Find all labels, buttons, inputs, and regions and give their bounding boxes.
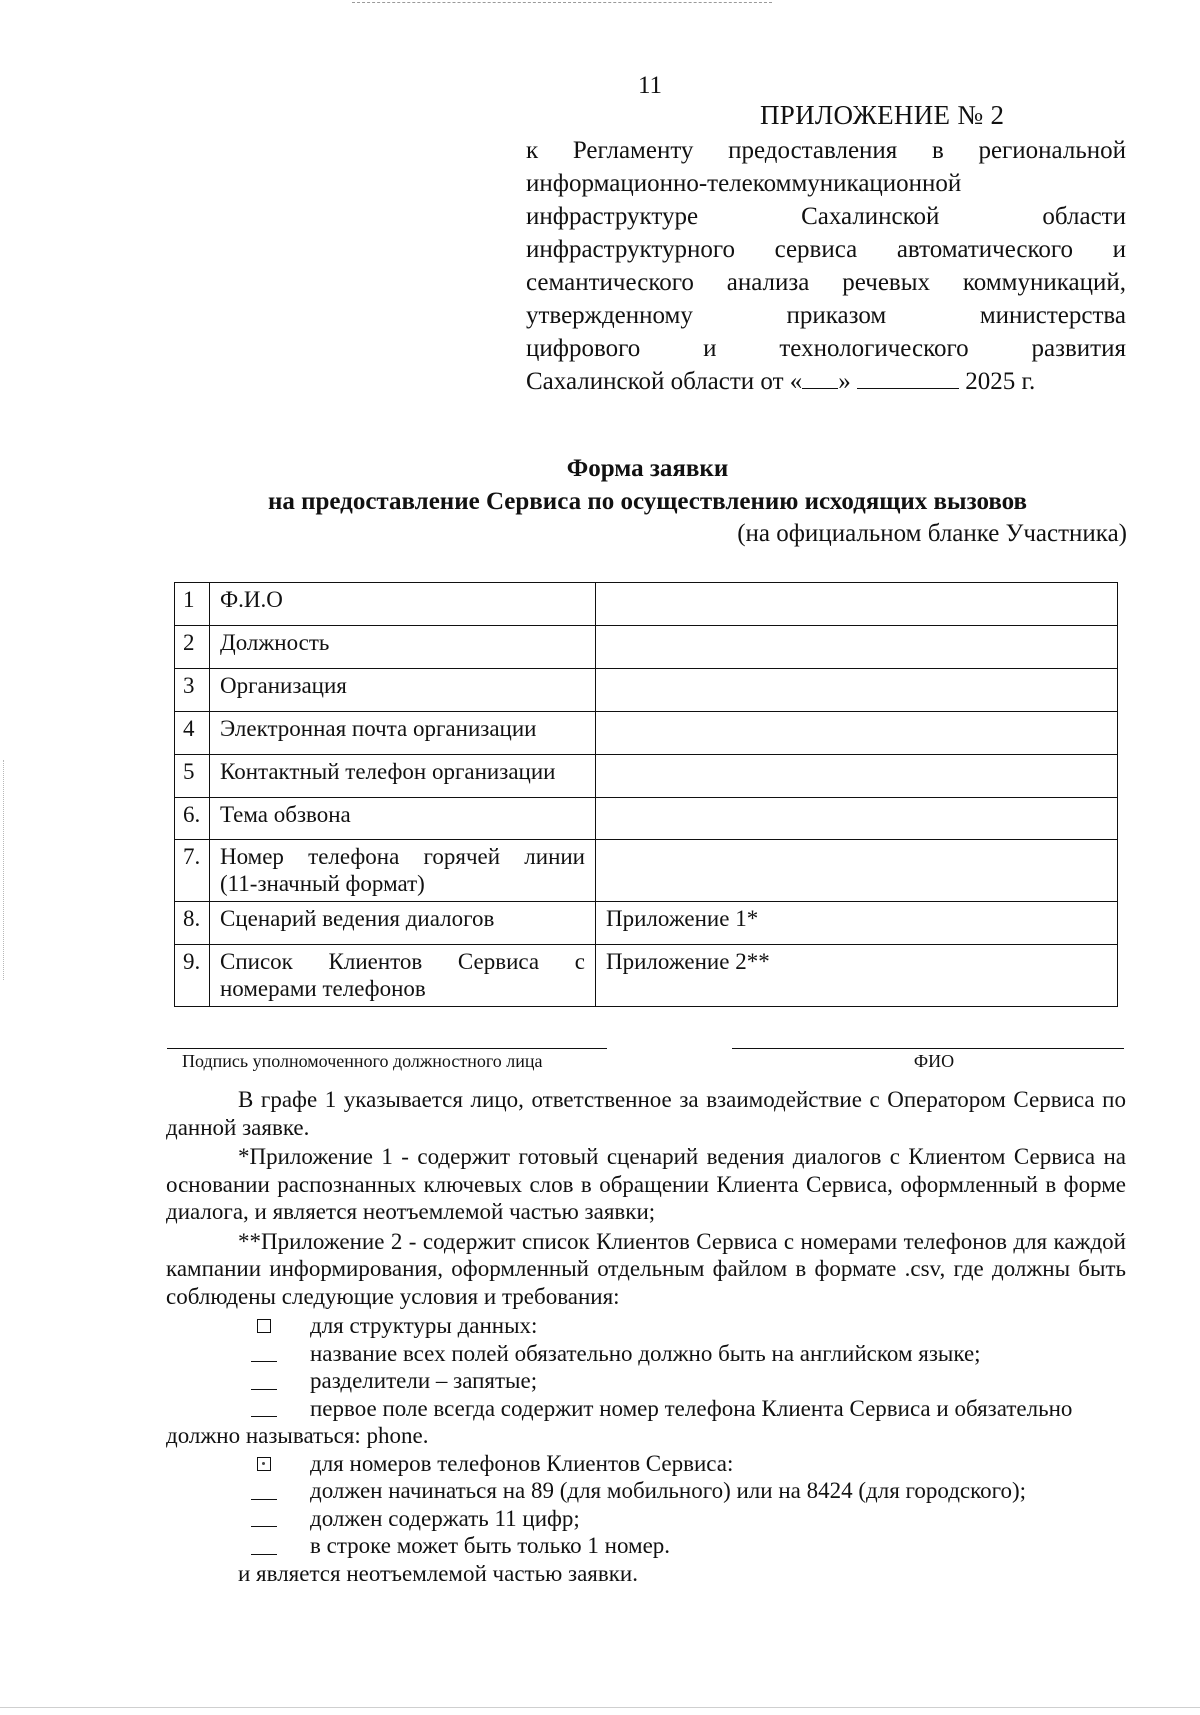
appendix-word: области <box>1042 203 1126 230</box>
table-row <box>175 626 1118 669</box>
row-number: 9. <box>175 945 210 1007</box>
name-line <box>732 1048 1124 1049</box>
appendix-line <box>526 332 1126 365</box>
appendix-word: Регламенту <box>572 137 694 164</box>
row-number: 2 <box>175 626 210 669</box>
form-title: Форма заявки <box>566 455 729 482</box>
list-heading-structure <box>166 1312 1126 1340</box>
checkbox-bullet-icon <box>238 1450 290 1478</box>
table-row <box>175 755 1118 798</box>
closing-line: и является неотъемлемой частью заявки. <box>238 1560 638 1586</box>
dash-bullet-icon <box>238 1395 290 1423</box>
scan-artifact-top <box>352 2 772 3</box>
row-number: 1 <box>175 583 210 626</box>
checkbox-bullet-icon <box>238 1312 290 1340</box>
list-item-text: разделители – запятые; <box>310 1368 538 1393</box>
list-item-continuation: должно называться: phone. <box>166 1423 429 1448</box>
row-number: 8. <box>175 902 210 945</box>
date-day-blank <box>802 366 838 389</box>
appendix-word: семантического <box>526 269 694 296</box>
appendix-line <box>526 233 1126 266</box>
appendix-word: инфраструктуре <box>526 203 699 230</box>
table-row <box>175 712 1118 755</box>
list-item-text: название всех полей обязательно должно быть на английском языке; <box>310 1340 981 1366</box>
appendix-date-line <box>526 365 1126 398</box>
application-table <box>174 582 1118 1007</box>
field-label-hotline <box>210 840 596 902</box>
field-label-call-topic: Тема обзвона <box>210 798 596 840</box>
form-subtitle: на предоставление Сервиса по осуществлению исходящих вызовов <box>267 488 1028 515</box>
appendix-word: и <box>703 335 717 362</box>
date-middle: » <box>838 368 851 395</box>
appendix-word: автоматического <box>896 236 1074 263</box>
date-prefix: Сахалинской области от « <box>526 368 803 395</box>
scan-artifact-left <box>3 760 4 980</box>
field-value-client-list: Приложение 2** <box>596 945 1118 1007</box>
notes-section <box>166 1086 1126 1587</box>
appendix-word: инфраструктурного <box>526 236 735 263</box>
table-row <box>175 798 1118 840</box>
list-item <box>166 1367 1126 1395</box>
field-value-scenario: Приложение 1* <box>596 902 1118 945</box>
date-suffix: 2025 г. <box>965 368 1036 395</box>
note-paragraph-3: **Приложение 2 - содержит список Клиентов Сервиса с номерами телефонов для каждой кампании информирования, оформленный отдельным файлом в формате .csv, где должны быть соблюдены следующие условия и требования: <box>166 1228 1126 1309</box>
field-value-hotline[interactable] <box>596 840 1118 902</box>
table-row <box>175 583 1118 626</box>
dash-bullet-icon <box>238 1367 290 1395</box>
list-item-text: в строке может быть только 1 номер. <box>310 1533 671 1558</box>
appendix-word: приказом <box>786 302 887 329</box>
appendix-word: и <box>1112 236 1126 263</box>
field-value-fio[interactable] <box>596 583 1118 626</box>
list-item <box>166 1532 1126 1560</box>
field-label-organization: Организация <box>210 669 596 712</box>
signature-caption: Подпись уполномоченного должностного лица <box>182 1051 543 1071</box>
table-row <box>175 945 1118 1007</box>
appendix-line <box>526 167 1126 200</box>
field-value-organization[interactable] <box>596 669 1118 712</box>
list-item <box>166 1395 1126 1423</box>
field-label-fio: Ф.И.О <box>210 583 596 626</box>
appendix-line <box>526 134 1126 167</box>
field-label-email: Электронная почта организации <box>210 712 596 755</box>
field-label-hotline-line2: (11-значный формат) <box>220 871 425 896</box>
field-label-phone: Контактный телефон организации <box>210 755 596 798</box>
appendix-word: анализа <box>726 269 810 296</box>
list-item <box>166 1477 1126 1505</box>
table-row <box>175 669 1118 712</box>
list-item <box>166 1340 1126 1368</box>
dash-bullet-icon <box>238 1340 290 1368</box>
row-number: 4 <box>175 712 210 755</box>
appendix-word: Сахалинской <box>801 203 940 230</box>
list-item-text: должен содержать 11 цифр; <box>310 1505 580 1531</box>
appendix-line <box>526 266 1126 299</box>
name-caption: ФИО <box>913 1051 955 1071</box>
appendix-word: развития <box>1031 335 1126 362</box>
appendix-word: утвержденному <box>526 302 693 329</box>
signature-line <box>167 1048 607 1049</box>
list-item-text: должен начинаться на 89 (для мобильного) или на 8424 (для городского); <box>310 1478 1027 1503</box>
appendix-word: министерства <box>979 302 1126 329</box>
appendix-line <box>526 299 1126 332</box>
field-value-position[interactable] <box>596 626 1118 669</box>
table-row <box>175 840 1118 902</box>
field-label-client-list <box>210 945 596 1007</box>
appendix-word: в <box>931 137 944 164</box>
list-heading-text: для номеров телефонов Клиентов Сервиса: <box>310 1450 734 1476</box>
row-number: 5 <box>175 755 210 798</box>
note-paragraph-2: *Приложение 1 - содержит готовый сценарий ведения диалогов с Клиентом Сервиса на основании распознанных ключевых слов в обращении Клиента Сервиса, оформленный в форме диалога, и является неотъемлемой частью заявки; <box>166 1144 1126 1224</box>
appendix-word: технологического <box>779 335 969 362</box>
appendix-word: информационно-телекоммуникационной <box>526 170 962 197</box>
row-number: 7. <box>175 840 210 902</box>
dash-bullet-icon <box>238 1477 290 1505</box>
field-label-position: Должность <box>210 626 596 669</box>
appendix-title: ПРИЛОЖЕНИЕ № 2 <box>760 100 1005 130</box>
field-label-client-list-line2: номерами телефонов <box>220 976 426 1001</box>
page-number: 11 <box>637 72 663 99</box>
list-heading-phones <box>166 1450 1126 1478</box>
appendix-word: сервиса <box>774 236 858 263</box>
dash-bullet-icon <box>238 1532 290 1560</box>
field-value-email[interactable] <box>596 712 1118 755</box>
field-value-phone[interactable] <box>596 755 1118 798</box>
date-month-blank <box>857 366 959 389</box>
appendix-word: речевых <box>842 269 931 296</box>
appendix-reference-lines <box>526 134 1126 365</box>
row-number: 6. <box>175 798 210 840</box>
note-paragraph-1: В графе 1 указывается лицо, ответственное за взаимодействие с Оператором Сервиса по данной заявке. <box>166 1087 1126 1140</box>
form-letterhead-note: (на официальном бланке Участника) <box>737 520 1127 547</box>
appendix-word: к <box>526 137 539 164</box>
appendix-word: коммуникаций, <box>962 269 1126 296</box>
field-label-client-list-line1: Список Клиентов Сервиса с <box>220 949 585 974</box>
dash-bullet-icon <box>238 1505 290 1533</box>
table-row <box>175 902 1118 945</box>
appendix-line <box>526 200 1126 233</box>
appendix-reference <box>526 134 1126 398</box>
row-number: 3 <box>175 669 210 712</box>
list-item-text: первое поле всегда содержит номер телефона Клиента Сервиса и обязательно <box>310 1395 1073 1421</box>
appendix-word: цифрового <box>526 335 641 362</box>
field-label-hotline-line1: Номер телефона горячей линии <box>220 844 585 869</box>
scan-artifact-bottom <box>0 1707 1200 1708</box>
list-heading-text: для структуры данных: <box>310 1313 538 1338</box>
list-item <box>166 1505 1126 1533</box>
appendix-word: предоставления <box>728 137 898 164</box>
appendix-word: региональной <box>978 137 1126 164</box>
field-value-call-topic[interactable] <box>596 798 1118 840</box>
field-label-scenario: Сценарий ведения диалогов <box>210 902 596 945</box>
